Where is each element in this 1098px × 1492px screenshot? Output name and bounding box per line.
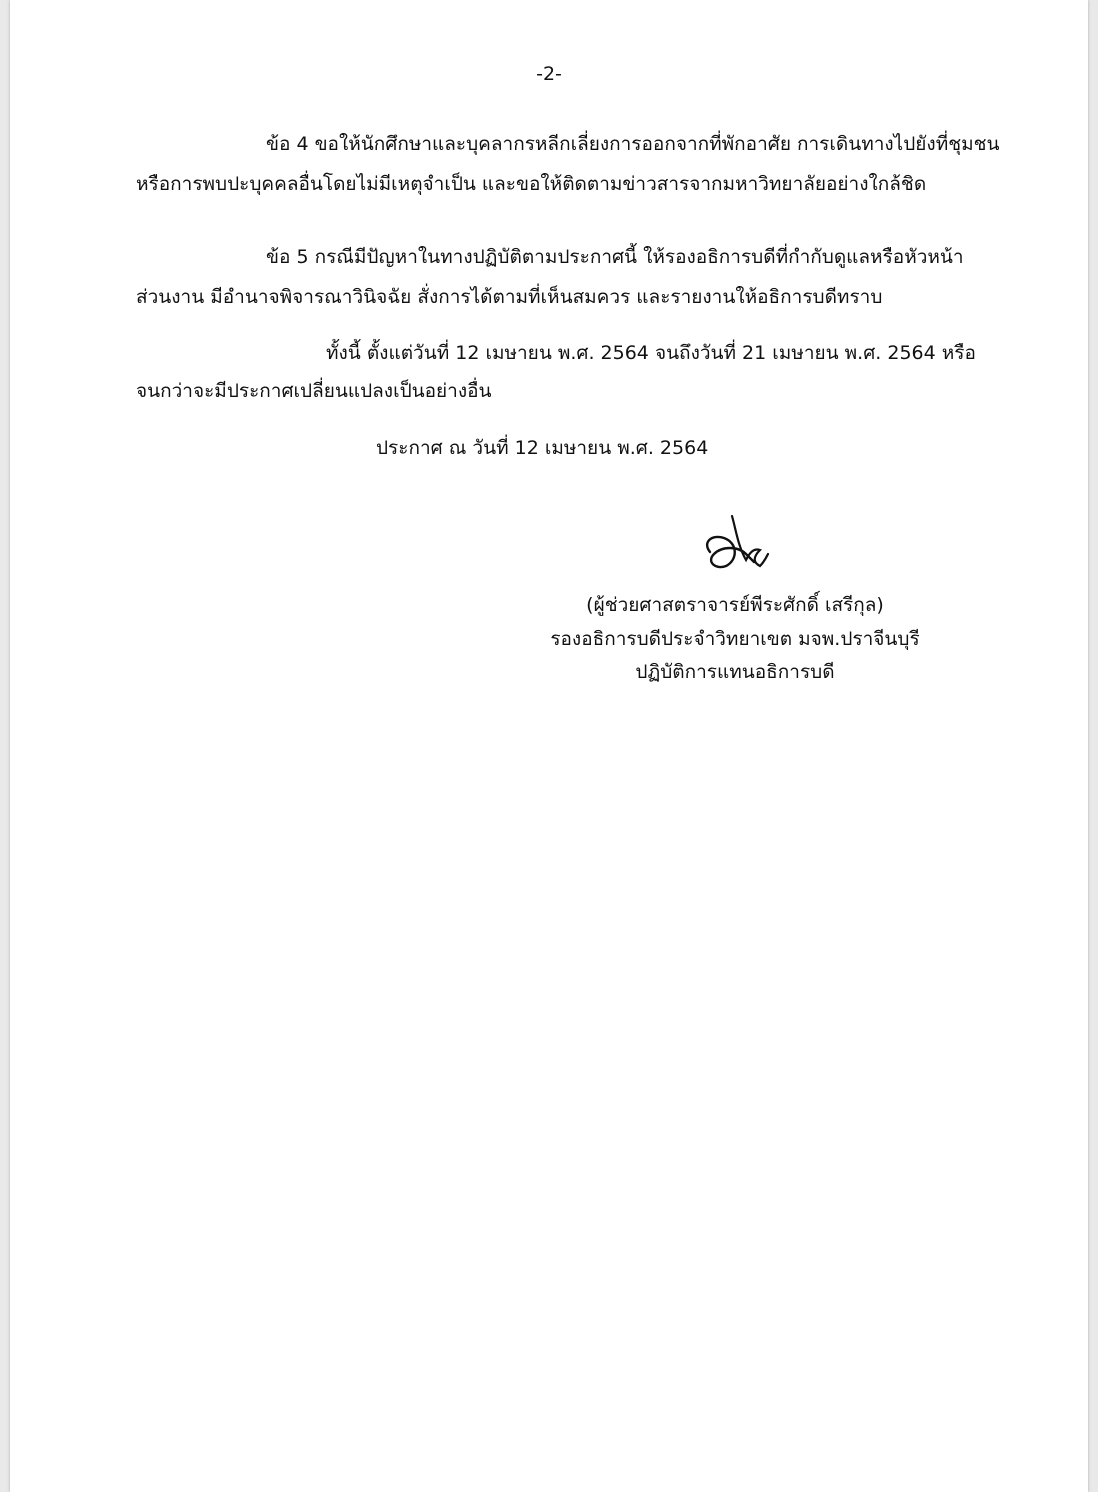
effective-period-line-2: จนกว่าจะมีประกาศเปลี่ยนแปลงเป็นอย่างอื่น bbox=[136, 380, 492, 402]
clause-5-line-1: ข้อ 5 กรณีมีปัญหาในทางปฏิบัติตามประกาศนี้ ให้รองอธิการบดีที่กำกับดูแลหรือหัวหน้า bbox=[266, 246, 964, 268]
page-number: -2- bbox=[536, 63, 562, 85]
clause-5-line-2: ส่วนงาน มีอำนาจพิจารณาวินิจฉัย สั่งการได้ตามที่เห็นสมควร และรายงานให้อธิการบดีทราบ bbox=[136, 286, 883, 308]
document-page bbox=[10, 0, 1088, 1492]
announcement-date: ประกาศ ณ วันที่ 12 เมษายน พ.ศ. 2564 bbox=[376, 437, 709, 459]
effective-period-line-1: ทั้งนี้ ตั้งแต่วันที่ 12 เมษายน พ.ศ. 2564 จนถึงวันที่ 21 เมษายน พ.ศ. 2564 หรือ bbox=[326, 342, 976, 364]
handwritten-signature bbox=[698, 512, 778, 572]
signatory-name: (ผู้ช่วยศาสตราจารย์พีระศักดิ์ เสรีกุล) bbox=[586, 594, 884, 616]
clause-4-line-2: หรือการพบปะบุคคลอื่นโดยไม่มีเหตุจำเป็น และขอให้ติดตามข่าวสารจากมหาวิทยาลัยอย่างใกล้ชิด bbox=[136, 173, 927, 195]
signatory-acting-capacity: ปฏิบัติการแทนอธิการบดี bbox=[635, 661, 835, 683]
signatory-position: รองอธิการบดีประจำวิทยาเขต มจพ.ปราจีนบุรี bbox=[550, 628, 920, 650]
clause-4-line-1: ข้อ 4 ขอให้นักศึกษาและบุคลากรหลีกเลี่ยงการออกจากที่พักอาศัย การเดินทางไปยังที่ชุมชน bbox=[266, 133, 1000, 155]
